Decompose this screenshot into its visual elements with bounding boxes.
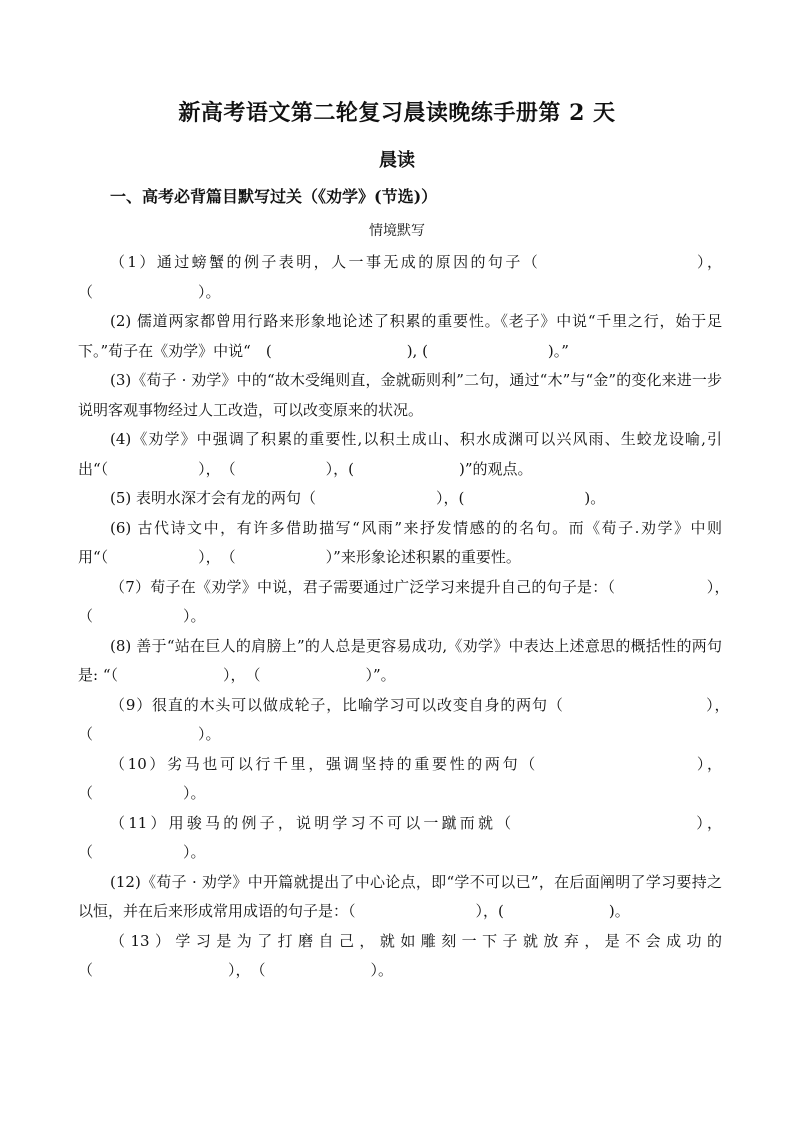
section-heading: 一、高考必背篇目默写过关（《劝学》(节选)） bbox=[110, 187, 438, 206]
question-8: (8) 善于“站在巨人的肩膀上”的人总是更容易成功,《劝学》中表达上述意思的概括性的两句是: “（ ）， （ ）”。 bbox=[78, 636, 722, 684]
question-4: (4)《劝学》中强调了积累的重要性,以积土成山、积水成渊可以兴风雨、生蛟龙设喻,引出“（ ）， （ ），( )”的观点。 bbox=[78, 430, 722, 478]
question-6: (6) 古代诗文中，有许多借助描写“风雨”来抒发情感的的名句。而《荀子.劝学》中则用“（ ）， （ ）”来形象论述积累的重要性。 bbox=[78, 518, 722, 566]
question-13: （13）学习是为了打磨自己，就如雕刻一下子就放弃，是不会成功的（ ）， （ ）。 bbox=[78, 931, 722, 979]
question-12: (12)《荀子 · 劝学》中开篇就提出了中心论点，即“学不可以已”，在后面阐明了学习要持之以恒，并在后来形成常用成语的句子是：（ ），( )。 bbox=[78, 872, 722, 920]
question-3: (3)《荀子 · 劝学》中的“故木受绳则直，金就砺则利”二句，通过“木”与“金”的变化来进一步说明客观事物经过人工改造，可以改变原来的状况。 bbox=[78, 371, 722, 419]
question-9: （9）很直的木头可以做成轮子，比喻学习可以改变自身的两句（ ）， （ ）。 bbox=[78, 695, 738, 743]
question-5: (5) 表明水深才会有龙的两句（ ），( )。 bbox=[110, 489, 606, 507]
question-2: (2) 儒道两家都曾用行路来形象地论述了积累的重要性。《老子》中说“千里之行，始于足下。”荀子在《劝学》中说“ ( ), ( )。” bbox=[78, 312, 722, 360]
exercise-subheading: 情境默写 bbox=[369, 223, 425, 239]
question-7: （7）荀子在《劝学》中说，君子需要通过广泛学习来提升自己的句子是：（ ）， （ ）。 bbox=[78, 577, 738, 625]
question-1: （1）通过螃蟹的例子表明，人一事无成的原因的句子（ ），（ ）。 bbox=[78, 253, 722, 301]
section-subtitle: 晨读 bbox=[379, 150, 415, 171]
question-10: （10）劣马也可以行千里，强调坚持的重要性的两句（ ），（ ）。 bbox=[78, 754, 722, 802]
question-11: （11）用骏马的例子，说明学习不可以一蹴而就（ ），（ ）。 bbox=[78, 813, 722, 861]
question-list bbox=[78, 248, 738, 986]
document-title: 新高考语文第二轮复习晨读晚练手册第 2 天 bbox=[178, 100, 616, 126]
